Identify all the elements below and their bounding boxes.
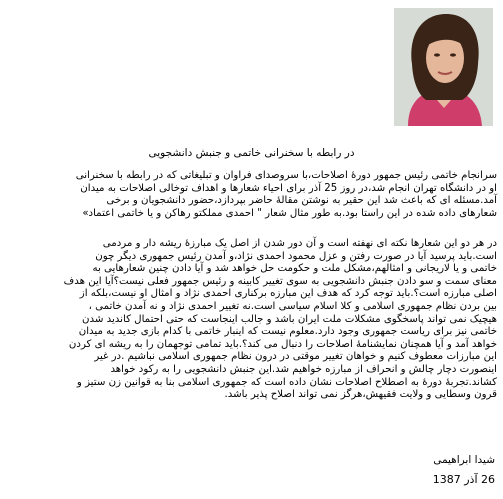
author-signature: شیدا ابراهیمی — [433, 454, 495, 466]
author-portrait-icon — [394, 8, 493, 126]
article-paragraph-1: سرانجام خاتمی رئیس جمهور دورۀ اصلاحات،با سروصدای فراوان و تبلیغاتی که در رابطه با سخنرانی او در دانشگاه تهران انجام شد،در روز 25 آذر برای احیاء شعارها و اهداف توخالی اصلاحات به میدان آمد.مسئله ای که باعث شد این حقیر به نوشتن مقالۀ حاضر بپردازد،حضور دانشجویان و برخی شعارهای داده شده در این راستا بود.به طور مثال شعار " احمدی مملکتو رهاکن و یا خاتمی اعتماد» — [75, 170, 497, 219]
article-paragraph-2: در هر دو این شعارها نکته ای نهفته است و آن دور شدن از اصل یک مبارزۀ ریشه دار و مردمی است.باید پرسید آیا در صورت رفتن و عزل محمود احمدی نژاد،و آمدن رئیس جمهوری دیگر چون خاتمی و یا لاریجانی و امثالهم،مشکل ملت و حکومت حل خواهد شد و آیا دادن چنین شعارهایی به معنای سمت و سو دادن جنبش دانشجویی به سوی تغییر کابینه و رئیس جمهور فعلی نیست؟آیا این هدف اصلی مبارزه است؟.باید توجه کرد که هدف این مبارزه برکناری احمدی نژاد و امثال او نیست،بلکه از بین بردن نظام جمهوری اسلامی و کلا اسلام سیاسی است.نه تغییر احمدی نژاد و نه آمدن خاتمی ، هیچیک نمی تواند پاسخگوی مشکلات ملت ایران باشد و جالب اینجاست که حتی احتمال کاندید شدن خاتمی نیز برای ریاست جمهوری وجود دارد.معلوم نیست که اینبار خاتمی با کدام بازی جدید به میدان خواهد آمد و آیا همچنان نمایشنامۀ اصلاحات را دنبال می کند؟.باید تمامی توجهمان را به ریشه ای کردن این مبارزات معطوف کنیم و خواهان تغییر موقتی در درون نظام جمهوری اسلامی نباشیم .در غیر اینصورت دچار چالش و انحراف از مبارزه خواهیم شد.این جنبش دانشجویی را به رکود خواهد کشاند.تجربۀ دورۀ به اصطلاح اصلاحات نشان داده است که جمهوری اسلامی بنا به قوانین زن ستیز و قرون وسطایی و ولایت فقیهش،هرگز نمی تواند اصلاح پذیر باشد. — [63, 238, 497, 401]
author-photo — [394, 8, 493, 126]
article-date: 26 آذر 1387 — [432, 473, 495, 486]
article-title: در رابطه با سخنرانی خاتمی و جنبش دانشجویی — [148, 147, 355, 159]
